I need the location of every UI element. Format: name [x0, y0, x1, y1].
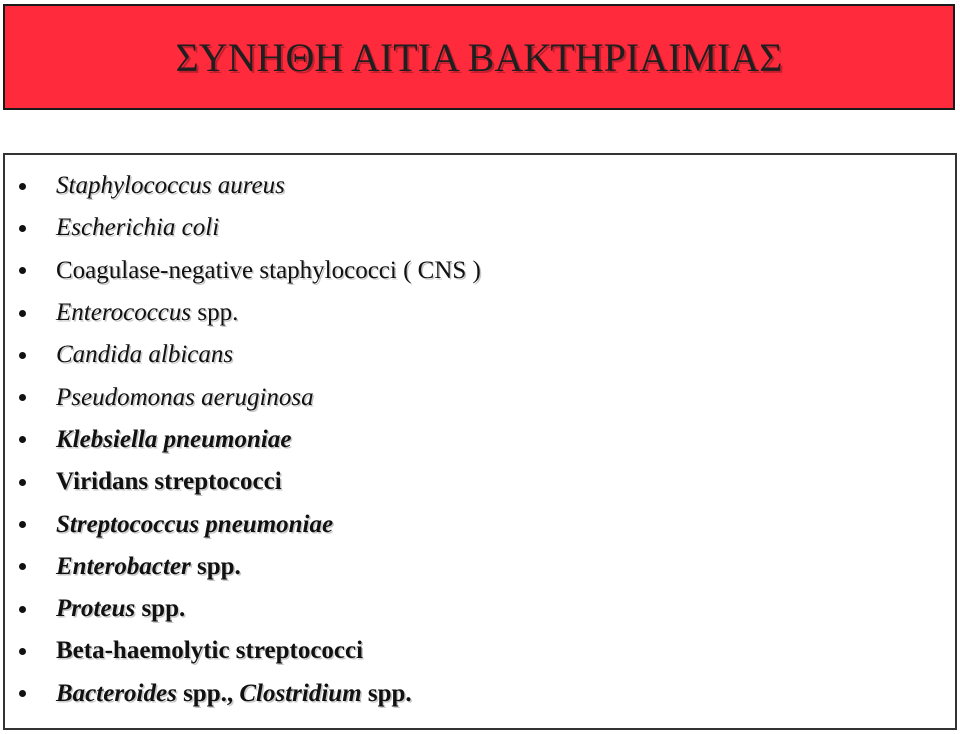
list-item-text	[56, 680, 412, 708]
list-item-text	[56, 426, 291, 454]
list-item	[5, 207, 481, 249]
list-item	[5, 503, 481, 545]
list-item	[5, 461, 481, 503]
bullet-icon	[19, 267, 26, 274]
list-item	[5, 630, 481, 672]
list-item-text-part: Candida albicans	[56, 341, 234, 369]
bullet-icon	[19, 563, 26, 570]
list-item	[5, 376, 481, 418]
list-item-text-part: spp.	[135, 595, 186, 623]
bullet-icon	[19, 394, 26, 401]
list-item	[5, 250, 481, 292]
list-item-text	[56, 384, 314, 412]
list-item-text-part: Beta-haemolytic streptococci	[56, 637, 364, 665]
list-item-text	[56, 468, 282, 496]
bullet-icon	[19, 521, 26, 528]
list-item	[5, 292, 481, 334]
list-item-text-part: Viridans streptococci	[56, 468, 282, 496]
list-item-text	[56, 511, 333, 539]
list-item-text-part: Bacteroides	[56, 679, 177, 707]
list-item	[5, 673, 481, 715]
slide-title: ΣΥΝΗΘΗ ΑΙΤΙΑ ΒΑΚΤΗΡΙΑΙΜΙΑΣ	[175, 34, 783, 80]
list-item-text-part: spp.	[190, 552, 241, 580]
list-item-text-part: Streptococcus pneumoniae	[56, 510, 334, 538]
bullet-icon	[19, 225, 26, 232]
list-item-text-part: Clostridium	[239, 679, 362, 707]
bullet-icon	[19, 183, 26, 190]
bullet-icon	[19, 352, 26, 359]
list-item-text	[56, 637, 363, 665]
list-item-text-part: spp.	[361, 679, 412, 707]
list-item	[5, 419, 481, 461]
list-item-text-part: Pseudomonas aeruginosa	[56, 383, 314, 411]
list-item-text	[56, 299, 238, 327]
list-item-text-part: Escherichia coli	[56, 214, 220, 242]
list-item	[5, 334, 481, 376]
list-item-text-part: spp.,	[176, 679, 240, 707]
list-item-text	[56, 257, 481, 285]
list-item-text	[56, 341, 233, 369]
list-item-text-part: Enterobacter	[56, 552, 191, 580]
title-banner	[3, 4, 955, 110]
bullet-icon	[19, 690, 26, 697]
list-item-text-part: Coagulase-negative staphylococci ( CNS )	[56, 256, 481, 284]
bullet-icon	[19, 479, 26, 486]
bullet-icon	[19, 648, 26, 655]
bullet-icon	[19, 436, 26, 443]
list-item-text-part: spp.	[191, 299, 239, 327]
list-item	[5, 546, 481, 588]
list-item-text	[56, 553, 241, 581]
list-item	[5, 588, 481, 630]
list-item-text-part: Proteus	[56, 595, 136, 623]
list-item-text-part: Klebsiella pneumoniae	[56, 425, 292, 453]
bullet-list	[5, 165, 481, 715]
bullet-icon	[19, 606, 26, 613]
list-item	[5, 165, 481, 207]
list-item-text	[56, 595, 185, 623]
bullet-icon	[19, 310, 26, 317]
list-item-text	[56, 214, 219, 242]
list-item-text-part: Staphylococcus aureus	[56, 172, 285, 200]
list-item-text-part: Enterococcus	[56, 299, 192, 327]
content-panel	[3, 153, 957, 730]
list-item-text	[56, 172, 285, 200]
